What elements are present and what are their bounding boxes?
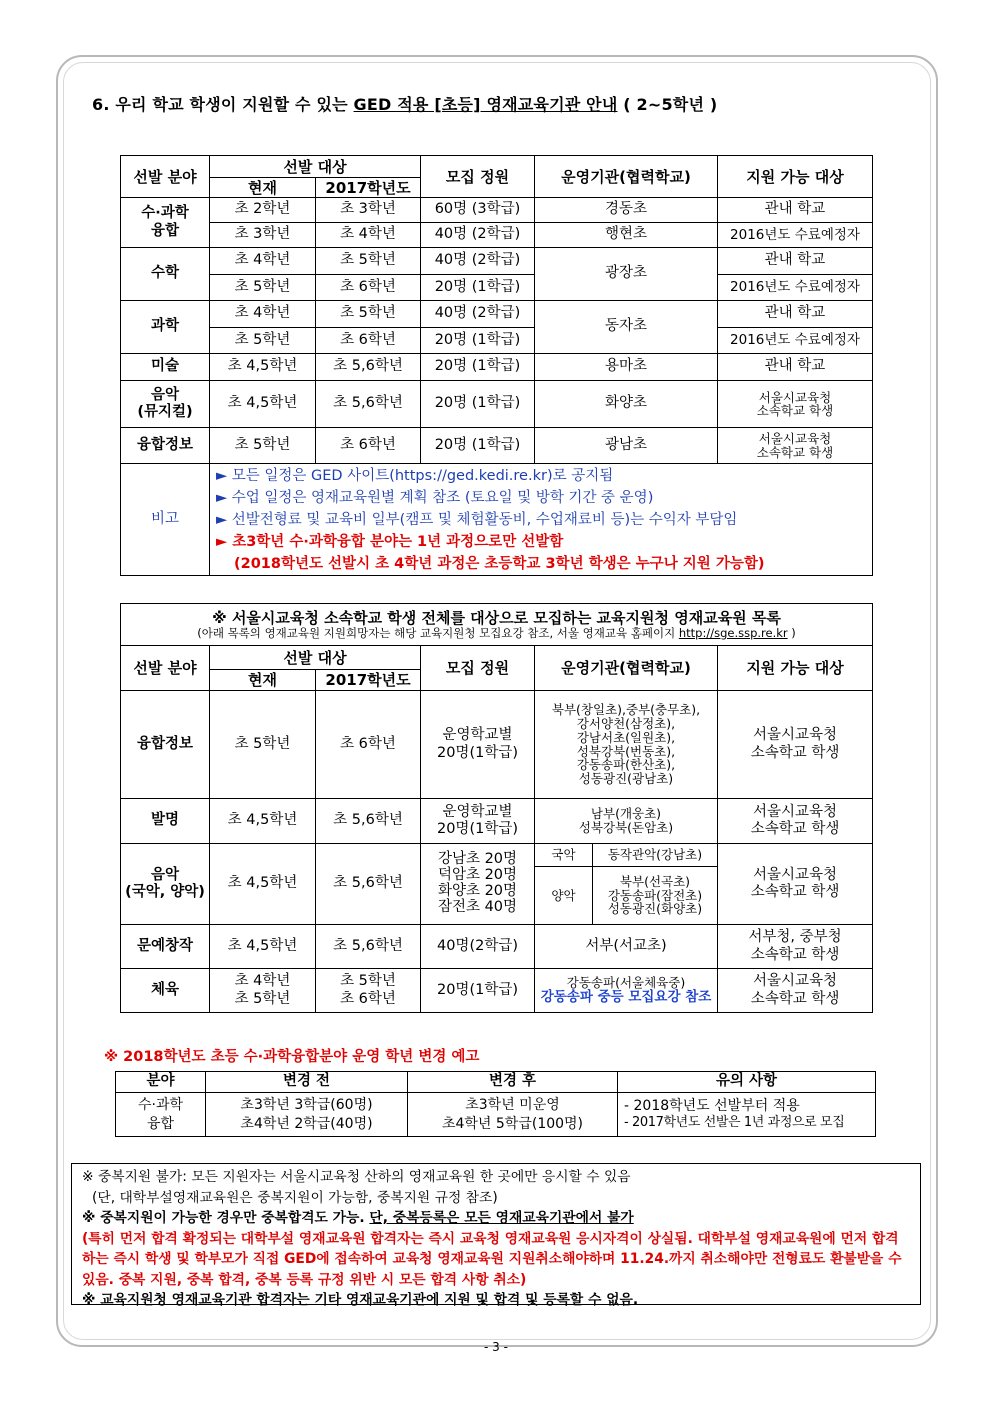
y2017-cell: 초 6학년: [316, 275, 421, 301]
col-current: 현재: [210, 670, 316, 691]
quota-cell: 강남초 20명 덕암초 20명 화양초 20명 잠전초 40명: [421, 844, 535, 925]
eligible-cell: 관내 학교: [718, 248, 873, 275]
current-cell: 초 5학년: [210, 275, 316, 301]
quota-cell: 20명 (1학급): [421, 428, 535, 464]
quota-cell: 40명 (2학급): [421, 223, 535, 248]
eligible-cell: 2016년도 수료예정자: [718, 223, 873, 248]
col-after: 변경 후: [408, 1072, 618, 1093]
quota-cell: 60명 (3학급): [421, 198, 535, 223]
field-cell: 수·과학 융합: [121, 198, 210, 248]
field-cell: 문예창작: [121, 925, 210, 969]
col-quota: 모집 정원: [421, 156, 535, 198]
col-target: 선발 대상: [210, 646, 421, 670]
page-number: - 3 -: [484, 1340, 508, 1354]
field-cell: 미술: [121, 354, 210, 381]
notice-line: ※ 중복지원 불가: 모든 지원자는 서울시교육청 산하의 영재교육원 한 곳에만 응시할 수 있음: [82, 1169, 631, 1185]
quota-cell: 40명 (2학급): [421, 248, 535, 275]
quota-cell: 운영학교별 20명(1학급): [421, 799, 535, 844]
quota-cell: 20명(1학급): [421, 969, 535, 1013]
quota-cell: 40명 (2학급): [421, 301, 535, 328]
current-cell: 초 4,5학년: [210, 354, 316, 381]
org-cell: 남부(개웅초) 성북강북(돈암초): [535, 799, 718, 844]
eligible-cell: 서부청, 중부청 소속학교 학생: [718, 925, 873, 969]
org-cell: 북부(선곡초) 강동송파(잠전초) 성동광진(화양초): [593, 867, 718, 925]
current-cell: 초 4,5학년: [210, 844, 316, 925]
quota-cell: 20명 (1학급): [421, 275, 535, 301]
eligible-cell: 관내 학교: [718, 301, 873, 328]
field-cell: 수학: [121, 248, 210, 301]
field-cell: 융합정보: [121, 428, 210, 464]
y2017-cell: 초 5학년: [316, 248, 421, 275]
quota-cell: 20명 (1학급): [421, 354, 535, 381]
col-org: 운영기관(협력학교): [535, 646, 718, 691]
eligible-cell: 서울시교육청 소속학교 학생: [718, 428, 873, 464]
org-cell: 행현초: [535, 223, 718, 248]
grade-change-table: [115, 1071, 876, 1137]
current-cell: 초 4,5학년: [210, 381, 316, 428]
y2017-cell: 초 4학년: [316, 223, 421, 248]
eligible-cell: 관내 학교: [718, 354, 873, 381]
org-cell: 동자초: [535, 301, 718, 354]
current-cell: 초 4학년: [210, 248, 316, 275]
note-item: ► 초3학년 수·과학융합 분야는 1년 과정으로만 선발함: [216, 533, 564, 550]
y2017-cell: 초 3학년: [316, 198, 421, 223]
org-cell: 광장초: [535, 248, 718, 301]
org-cell: 동작관악(강남초): [593, 844, 718, 867]
col-notes: 유의 사항: [618, 1072, 876, 1093]
note-item: ► 모든 일정은 GED 사이트(https://ged.kedi.re.kr)로 공지됨: [216, 467, 614, 484]
eligible-cell: 서울시교육청 소속학교 학생: [718, 691, 873, 799]
y2017-cell: 초 5,6학년: [316, 844, 421, 925]
korean-music-label: 국악: [535, 844, 593, 867]
org-cell: 서부(서교초): [535, 925, 718, 969]
y2017-cell: 초 6학년: [316, 328, 421, 354]
notice-line: (단, 대학부설영재교육원은 중복지원이 가능함, 중복지원 규정 참조): [92, 1189, 498, 1206]
eligible-cell: 서울시교육청 소속학교 학생: [718, 844, 873, 925]
y2017-cell: 초 5학년: [316, 301, 421, 328]
col-quota: 모집 정원: [421, 646, 535, 691]
note-item: ► 수업 일정은 영재교육원별 계획 참조 (토요일 및 방학 기간 중 운영): [216, 489, 654, 506]
table2-title: ※ 서울시교육청 소속학교 학생 전체를 대상으로 모집하는 교육지원청 영재교육원 목록 (아래 목록의 영재교육원 지원희망자는 해당 교육지원청 모집요강 참조, 서울 영재교육 홈페이지 http://sge.ssp.re.kr ): [121, 604, 873, 646]
current-cell: 초 5학년: [210, 328, 316, 354]
quota-cell: 운영학교별 20명(1학급): [421, 691, 535, 799]
col-before: 변경 전: [206, 1072, 408, 1093]
eligible-cell: 2016년도 수료예정자: [718, 275, 873, 301]
org-cell: 강동송파(서울체육중) 강동송파 중등 모집요강 참조: [535, 969, 718, 1013]
col-eligible: 지원 가능 대상: [718, 646, 873, 691]
org-cell: 화양초: [535, 381, 718, 428]
notice-line: (특히 먼저 합격 확정되는 대학부설 영재교육원 합격자는 즉시 교육청 영재교육원 응시자격이 상실됨. 대학부설 영재교육원에 먼저 합격하는 즉시 학생 및 학부모가 직접 GED에 접속하여 교육청 영재교육원 지원취소해야하며 11.24.까지 취소해야만 전형료도 환불받을 수 있음. 중복 지원, 중복 합격, 중복 등록 규정 위반 시 모든 합격 사항 취소): [82, 1230, 902, 1288]
field-cell: 수·과학 융합: [116, 1093, 206, 1137]
y2017-cell: 초 5,6학년: [316, 381, 421, 428]
field-cell: 융합정보: [121, 691, 210, 799]
y2017-cell: 초 5학년 초 6학년: [316, 969, 421, 1013]
col-eligible: 지원 가능 대상: [718, 156, 873, 198]
current-cell: 초 5학년: [210, 691, 316, 799]
eligible-cell: 서울시교육청 소속학교 학생: [718, 381, 873, 428]
col-org: 운영기관(협력학교): [535, 156, 718, 198]
eligible-cell: 2016년도 수료예정자: [718, 328, 873, 354]
change-notice: ※ 2018학년도 초등 수·과학융합분야 운영 학년 변경 예고: [104, 1049, 480, 1065]
after-cell: 초3학년 미운영 초4학년 5학급(100명): [408, 1093, 618, 1137]
section-heading: 6. 우리 학교 학생이 지원할 수 있는 GED 적용 [초등] 영재교육기관 안내 ( 2~5학년 ): [92, 95, 718, 114]
col-current: 현재: [210, 178, 316, 198]
org-cell: 광남초: [535, 428, 718, 464]
col-field: 선발 분야: [121, 156, 210, 198]
quota-cell: 40명(2학급): [421, 925, 535, 969]
sge-link[interactable]: http://sge.ssp.re.kr: [678, 625, 788, 640]
field-cell: 발명: [121, 799, 210, 844]
current-cell: 초 3학년: [210, 223, 316, 248]
notes-label: 비고: [121, 464, 210, 576]
col-2017: 2017학년도: [316, 178, 421, 198]
western-music-label: 양악: [535, 867, 593, 925]
quota-cell: 20명 (1학급): [421, 328, 535, 354]
eligible-cell: 관내 학교: [718, 198, 873, 223]
y2017-cell: 초 5,6학년: [316, 799, 421, 844]
col-2017: 2017학년도: [316, 670, 421, 691]
field-cell: 음악 (뮤지컬): [121, 381, 210, 428]
current-cell: 초 5학년: [210, 428, 316, 464]
org-cell: 용마초: [535, 354, 718, 381]
notice-line: ※ 중복지원이 가능한 경우만 중복합격도 가능. 단, 중복등록은 모든 영재교육기관에서 불가: [82, 1210, 634, 1226]
district-institutions-table: [120, 603, 873, 1013]
note-item: ► 선발전형료 및 교육비 일부(캠프 및 체험활동비, 수업재료비 등)는 수익자 부담임: [216, 511, 738, 528]
ged-institutions-table: [120, 155, 873, 576]
y2017-cell: 초 5,6학년: [316, 925, 421, 969]
eligible-cell: 서울시교육청 소속학교 학생: [718, 799, 873, 844]
field-cell: 음악 (국악, 양악): [121, 844, 210, 925]
col-field: 분야: [116, 1072, 206, 1093]
col-field: 선발 분야: [121, 646, 210, 691]
notice-line: ※ 교육지원청 영재교육기관 합격자는 기타 영재교육기관에 지원 및 합격 및 등록할 수 없음.: [82, 1292, 639, 1308]
field-cell: 과학: [121, 301, 210, 354]
quota-cell: 20명 (1학급): [421, 381, 535, 428]
notes-cell: [210, 464, 873, 576]
y2017-cell: 초 6학년: [316, 428, 421, 464]
current-cell: 초 4학년: [210, 301, 316, 328]
current-cell: 초 4,5학년: [210, 925, 316, 969]
note-item: (2018학년도 선발시 초 4학년 과정은 초등학교 3학년 학생은 누구나 지원 가능함): [234, 555, 765, 572]
org-cell: 북부(창일초),중부(충무초), 강서양천(삼정초), 강남서초(일원초), 성북강북(번동초), 강동송파(한산초), 성동광진(광남초): [535, 691, 718, 799]
org-cell: 경동초: [535, 198, 718, 223]
field-cell: 체육: [121, 969, 210, 1013]
notes-cell: - 2018학년도 선발부터 적용 - 2017학년도 선발은 1년 과정으로 모집: [618, 1093, 876, 1137]
current-cell: 초 2학년: [210, 198, 316, 223]
y2017-cell: 초 6학년: [316, 691, 421, 799]
duplicate-application-notice: [71, 1163, 921, 1308]
col-target: 선발 대상: [210, 156, 421, 178]
current-cell: 초 4,5학년: [210, 799, 316, 844]
y2017-cell: 초 5,6학년: [316, 354, 421, 381]
eligible-cell: 서울시교육청 소속학교 학생: [718, 969, 873, 1013]
before-cell: 초3학년 3학급(60명) 초4학년 2학급(40명): [206, 1093, 408, 1137]
current-cell: 초 4학년 초 5학년: [210, 969, 316, 1013]
